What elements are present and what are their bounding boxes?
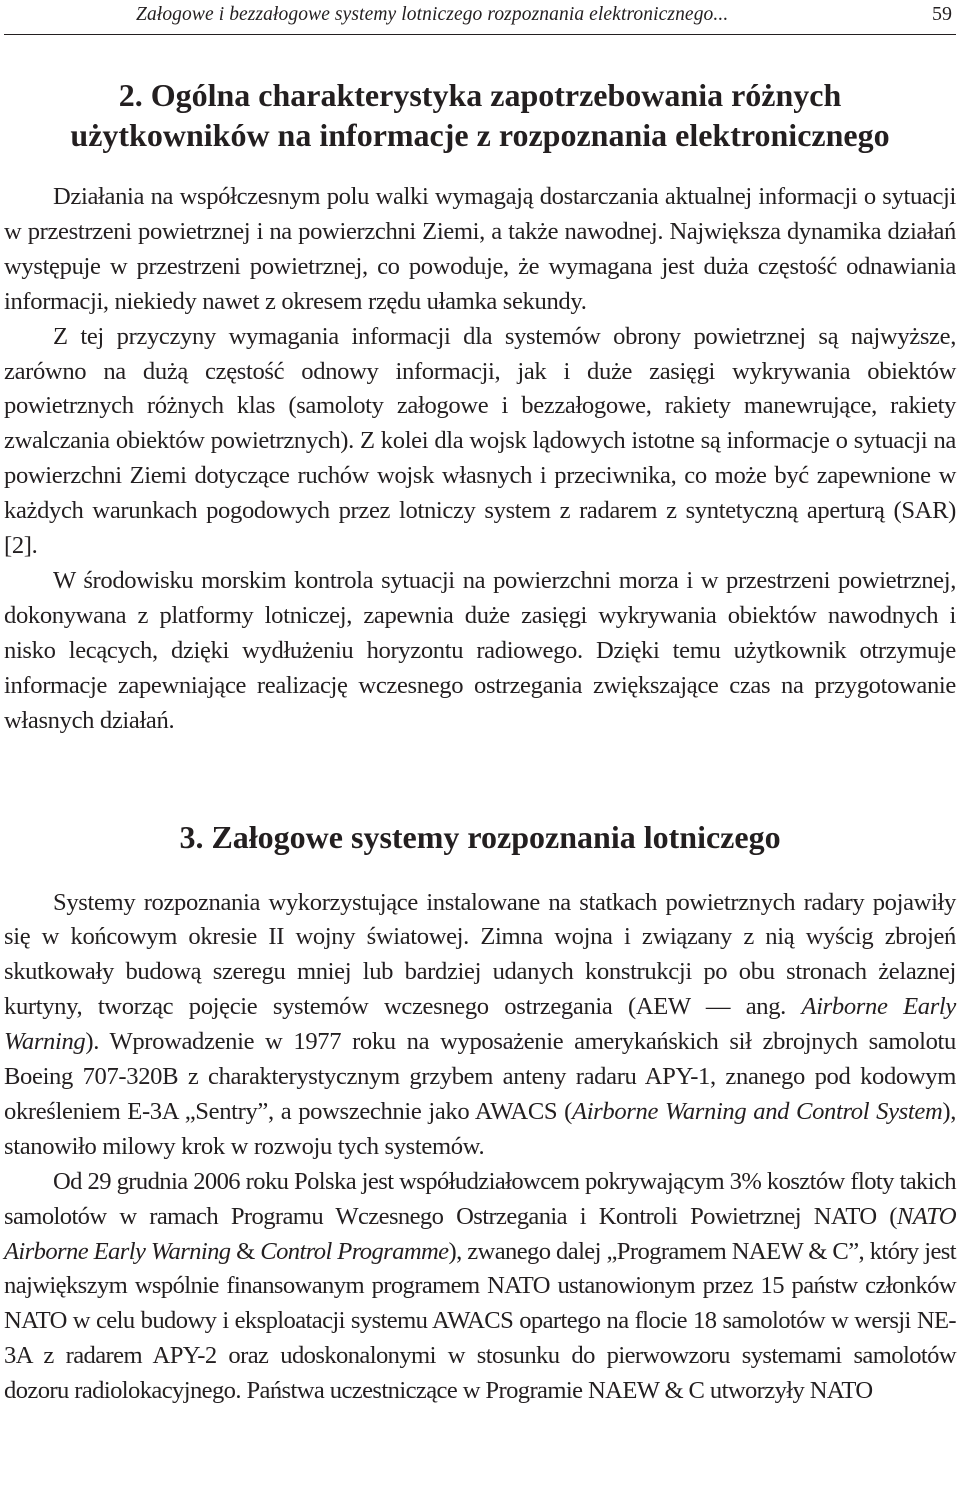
italic-term: Airborne Early Warning: [4, 993, 956, 1056]
section-2-body: [4, 180, 956, 739]
italic-term: Control Programme: [260, 1237, 449, 1265]
text-run: ). Wprowadzenie w 1977 roku na wyposażenie amerykańskich sił zbrojnych samolotu Boeing 707-320B z charakterystycznym grzybem anteny radaru APY-1, znanego pod kodowym określeniem E-3A „Sentry”, a powszechnie jako AWACS (: [4, 1028, 956, 1125]
paragraph: [4, 886, 956, 1165]
paragraph: Z tej przyczyny wymagania informacji dla systemów obrony powietrznej są najwyższe, zarówno na dużą częstość odnowy informacji, jak i duże zasięgi wykrywania obiektów powietrznych różnych klas (samoloty załogowe i bezzałogowe, rakiety manewrujące, rakiety zwalczania obiektów powietrznych). Z kolei dla wojsk lądowych istotne są informacje o sytuacji na powierzchni Ziemi dotyczące ruchów wojsk własnych i przeciwnika, co może być zapewnione w każdych warunkach pogodowych przez lotniczy system z radarem z syntetyczną aperturą (SAR) [2].: [4, 322, 956, 560]
document-page: [4, 0, 956, 1409]
running-title: Załogowe i bezzałogowe systemy lotniczego rozpoznania elektronicznego...: [136, 4, 729, 25]
text-run: &: [230, 1237, 261, 1265]
section-2-heading: [4, 75, 956, 155]
italic-term: NATO Airborne Early Warning: [4, 1202, 956, 1265]
paragraph: W środowisku morskim kontrola sytuacji na powierzchni morza i w przestrzeni powietrznej, dokonywana z platformy lotniczej, zapewnia duże zasięgi wykrywania obiektów nawodnych i nisko lecących, dzięki wydłużeniu horyzontu radiowego. Dzięki temu użytkownik otrzymuje informacje zapewniające realizację wczesnego ostrzegania zwiększające czas na przygotowanie własnych działań.: [4, 566, 956, 734]
section-2-heading-line-1: 2. Ogólna charakterystyka zapotrzebowania różnych: [118, 77, 842, 113]
running-header: [4, 0, 956, 35]
text-run: ), zwanego dalej „Programem NAEW & C”, który jest największym wspólnie finansowanym programem NATO ustanowionym przez 15 państw członków NATO w celu budowy i eksploatacji systemu AWACS opartego na flocie 18 samolotów w wersji NE-3A z radarem APY-2 oraz udoskonalonymi w stosunku do pierwowzoru systemami samolotów dozoru radiolokacyjnego. Państwa uczestniczące w Programie NAEW & C utworzyły NATO: [4, 1237, 956, 1405]
text-run: ), stanowiło milowy krok w rozwoju tych systemów.: [4, 1097, 956, 1160]
page-number: 59: [932, 3, 952, 25]
section-3-body: [4, 886, 956, 1410]
italic-term: Airborne Warning and Control System: [572, 1097, 943, 1125]
section-3-heading: 3. Załogowe systemy rozpoznania lotniczego: [179, 818, 781, 855]
text-run: Od 29 grudnia 2006 roku Polska jest współudziałowcem pokrywającym 3% kosztów floty takich samolotów w ramach Programu Wczesnego Ostrzegania i Kontroli Powietrznej NATO (: [4, 1167, 956, 1230]
text-run: Systemy rozpoznania wykorzystujące instalowane na statkach powietrznych radary pojawiły się w końcowym okresie II wojny światowej. Zimna wojna i związany z nią wyścig zbrojeń skutkowały budową szeregu mniej lub bardziej udanych konstrukcji po obu stronach żelaznej kurtyny, tworząc pojęcie systemów wczesnego ostrzegania (AEW — ang.: [4, 888, 956, 1021]
paragraph: [4, 1165, 956, 1409]
paragraph: Działania na współczesnym polu walki wymagają dostarczania aktualnej informacji o sytuacji w przestrzeni powietrznej i na powierzchni Ziemi, a także nawodnej. Największa dynamika działań występuje w przestrzeni powietrznej, co powoduje, że wymagana jest duża częstość odnawiania informacji, niekiedy nawet z okresem rzędu ułamka sekundy.: [4, 183, 956, 315]
section-2-heading-line-2: użytkowników na informacje z rozpoznania elektronicznego: [70, 117, 890, 153]
